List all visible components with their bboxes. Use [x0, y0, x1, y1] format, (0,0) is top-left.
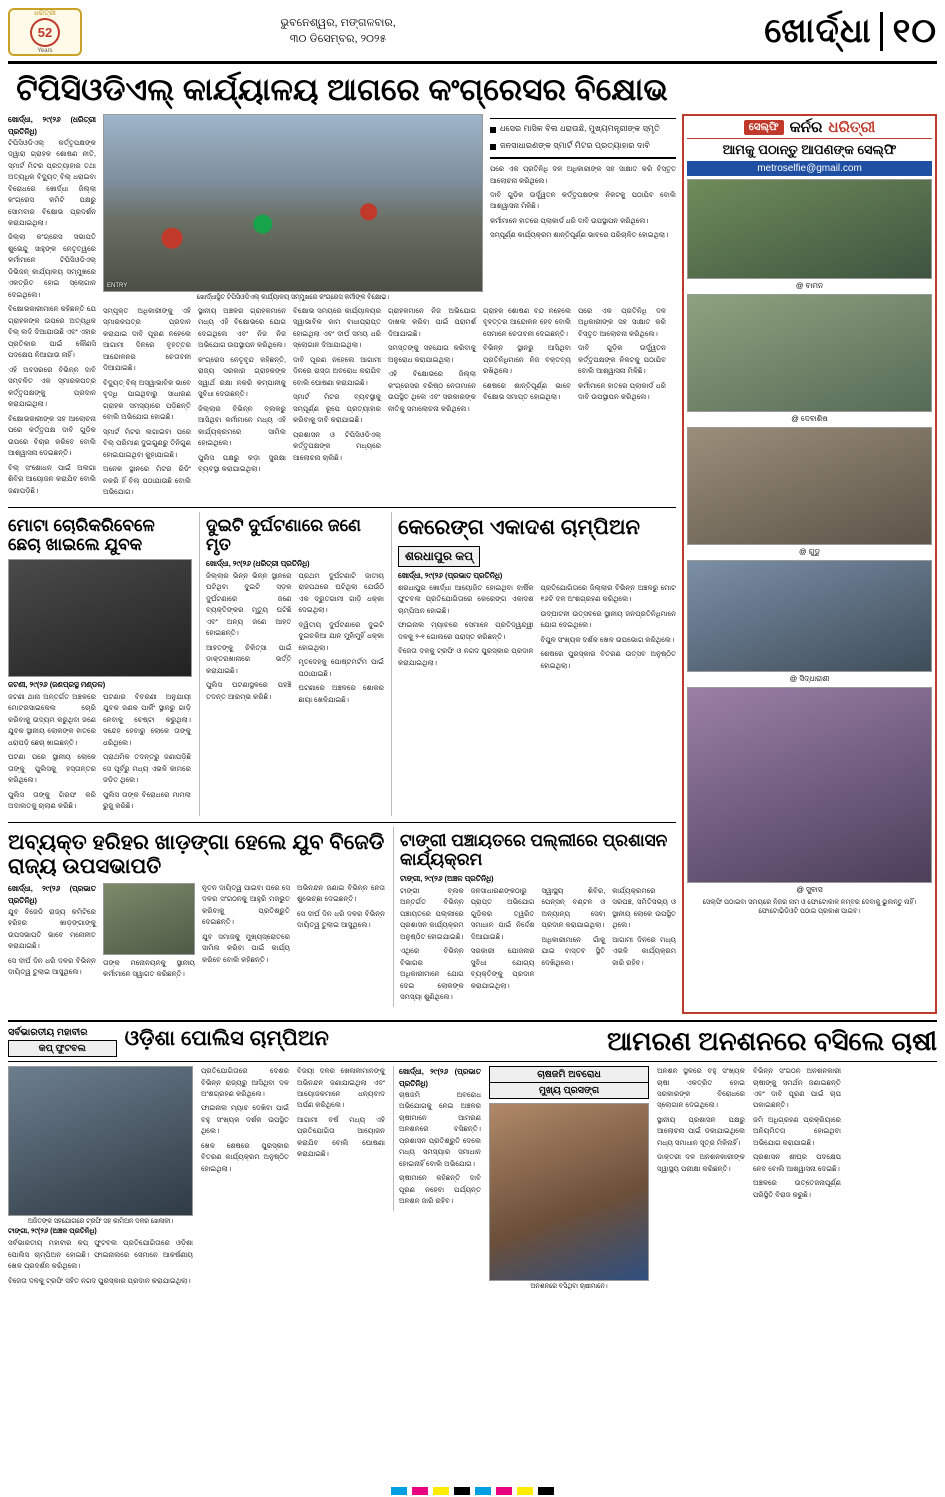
paragraph: ସମସ୍ତଙ୍କୁ ସହଯୋଗ କରିବାକୁ ଅନୁରୋଧ କରାଯାଇଥିଲା। [388, 344, 476, 364]
lead-placeline: ଖୋର୍ଦ୍ଧା, ୨୯(୨୬ (ଧରିତ୍ରୀ ପ୍ରତିନିଧି) [8, 114, 96, 136]
story-bike-theft [8, 512, 192, 816]
paragraph: ଶରଧାପୁର ଖୋର୍ଦ୍ଧା ଆୟୋଜିତ ହୋଇଥିବା ବାର୍ଷିକ ଫୁଟବଲ ପ୍ରତିଯୋଗିତାରେ କେରେଙ୍ଗ ଏକାଦଶ ଚାମ୍ପିଅନ ହୋଇଛି। [398, 583, 534, 615]
paragraph: ପୁଲିସ ଘଟଣାସ୍ଥଳରେ ପହଞ୍ଚି ତଦନ୍ତ ଆରମ୍ଭ କରିଛି। [206, 681, 292, 701]
fast-column-2 [657, 1066, 745, 1178]
paragraph: ପୁଲିସ ପକ୍ଷରୁ କଡ଼ା ସୁରକ୍ଷା ବ୍ୟବସ୍ଥା କରାଯାଇଥିଲା। [198, 453, 286, 474]
paragraph: ସେ ଦୀର୍ଘ ଦିନ ଧରି ଦଳର ବିଭିନ୍ନ ଦାୟିତ୍ୱ ତୁଲାଇ ଆସୁଥିଲେ। [297, 909, 385, 930]
fast-headline: ଆମରଣ ଅନଶନରେ ବସିଲେ ଚାଷୀ [607, 1025, 937, 1056]
paragraph: ପୁଲିସ ତାଙ୍କୁ ଗିରଫ କରି ଅଦାଲତକୁ ଚାଲାଣ କରିଛି। [8, 790, 96, 811]
paragraph: ପ୍ରଶାସନ ଓ ଟିପିସିଓଡିଏଲ୍ କର୍ତ୍ତୃପକ୍ଷଙ୍କ ମଧ୍ୟରେ ଆଲୋଚନା ଚାଲିଛି। [293, 430, 381, 462]
football-headline: ଓଡ଼ିଶା ପୋଲିସ ଚାମ୍ପିଅନ [124, 1026, 329, 1050]
lead-photo-caption: ଖୋର୍ଦ୍ଧାସ୍ଥିତ ଟିପିସିଓଡିଏଲ୍ କାର୍ଯ୍ୟାଳୟ ସମ୍ମୁଖରେ କଂଗ୍ରେସ କର୍ମୀଙ୍କ ବିକ୍ଷୋଭ। [196, 293, 390, 301]
story-bjd-headline: ଅବ୍ୟକ୍ତ ହରିହର ଖାଡ଼ଙ୍ଗା ହେଲେ ଯୁବ ବିଜେଡି ରାଜ୍ୟ ଉପସଭାପତି [8, 830, 385, 878]
selfie-photo [687, 427, 932, 545]
paragraph: ଦ୍ୱିତୀୟ ଦୁର୍ଘଟଣାରେ ଦୁଇଟି ଦୁଇଚକିଆ ଯାନ ମୁହାଁମୁହିଁ ଧକ୍କା ହୋଇଥିଲା। [298, 620, 384, 652]
paragraph: ଏହି ବିକ୍ଷୋଭରେ ଜିଲ୍ଲା କଂଗ୍ରେସର ବରିଷ୍ଠ ନେତାମାନେ ଉପସ୍ଥିତ ଥିଲେ ଏବଂ ସରକାରଙ୍କ ନୀତିକୁ ସମାଲୋଚନା କରିଥିଲେ। [388, 370, 476, 413]
paragraph: ସମ୍ପୃକ୍ତ ଅଧିକାରୀଙ୍କୁ ଏହି ସ୍ମାରକପତ୍ର ପ୍ରଦାନ କରାଯାଇ ଦାବି ପୂରଣ ନହେଲେ ଆଗାମୀ ଦିନରେ ବୃହତ୍ତର ଆନ୍ଦୋଳନର ଚେତାବନୀ ଦିଆଯାଇଛି। [103, 306, 191, 373]
paragraph: ଶେଷରେ ପୁରସ୍କାର ବିତରଣ ଉତ୍ସବ ଅନୁଷ୍ଠିତ ହୋଇଥିଲା। [540, 650, 676, 670]
paragraph: କଂଗ୍ରେସ ନେତୃବୃନ୍ଦ କହିଛନ୍ତି, ରାଜ୍ୟ ସରକାର ଗ୍ରାହକଙ୍କ ସ୍ୱାର୍ଥ ରକ୍ଷା ନକରି କମ୍ପାନୀକୁ ସୁବିଧା ଦେଉଛନ୍ତି। [198, 355, 286, 399]
paragraph: ଆହତଙ୍କୁ ଚିକିତ୍ସା ପାଇଁ ଡାକ୍ତରଖାନାରେ ଭର୍ତ୍ତି କରାଯାଇଛି। [206, 643, 292, 675]
paragraph: ବିଜେତା ଦଳକୁ ଟ୍ରଫି ସହିତ ନଗଦ ପୁରସ୍କାର ପ୍ରଦାନ କରାଯାଇଥିଲା। [8, 1276, 191, 1285]
football-headline-wrap [125, 1027, 372, 1050]
lead-bullet-box [490, 114, 676, 302]
lead-photo [103, 114, 483, 292]
ad-email[interactable]: metroselfie@gmail.com [687, 161, 932, 176]
paragraph: ଜିଲ୍ଲାର ଭିନ୍ନ ଭିନ୍ନ ସ୍ଥାନରେ ଘଟିଥିବା ଦୁଇଟି ସଡ଼କ ଦୁର୍ଘଟଣାରେ ଜଣେ ବ୍ୟକ୍ତିଙ୍କର ମୃତ୍ୟୁ ଘଟିଛି ଏବଂ ଅନ୍ୟ ଜଣେ ଆହତ ହୋଇଛନ୍ତି। [206, 571, 292, 638]
selfie-logo: ସେଲ୍‌ଫି [744, 120, 784, 135]
paragraph: ବିଲ୍ ସଂଶୋଧନ ପାଇଁ ଅଲଗା ଶିବିର ଆୟୋଜନ କରାଯିବ ବୋଲି ଜଣାପଡ଼ିଛି। [8, 463, 96, 495]
paragraph: ବିଜେତା ଦଳକୁ ଟ୍ରଫି ଓ ନଗଦ ପୁରସ୍କାର ପ୍ରଦାନ କରାଯାଇଥିଲା। [398, 647, 534, 667]
lead-column-6 [483, 306, 571, 502]
story-bjd-portrait [103, 883, 195, 955]
paragraph: ଘଟଣାରେ ଅଞ୍ଚଳରେ ଶୋକର ଛାୟା ଖେଳିଯାଇଛି। [298, 684, 384, 704]
selfie-caption: @ ଗୁଡୁ [798, 546, 820, 556]
football-column-3 [297, 1066, 385, 1164]
masthead [8, 6, 937, 64]
fast-photo-block [489, 1066, 649, 1291]
paragraph: ପ୍ରତିଯୋଗିତାରେ ଦେଶର ବିଭିନ୍ନ ରାଜ୍ୟରୁ ଆସିଥିବା ଦଳ ଅଂଶଗ୍ରହଣ କରିଥିଲେ। [201, 1067, 289, 1098]
selfie-photo [687, 560, 932, 672]
lead-story [8, 114, 676, 502]
story-sports-kicker: ଶରଧାପୁର କପ୍ [398, 546, 480, 567]
photo-watermark: ENTRY [107, 282, 128, 289]
paragraph: ସର୍ବଭାରତୀୟ ମହାବୀର କପ୍ ଫୁଟବଲ ପ୍ରତିଯୋଗିତାରେ ଓଡ଼ିଶା ପୋଲିସ ଚାମ୍ପିଅନ ହୋଇଛି। ଫାଇନାଲରେ ସେମାନେ ଆକର୍ଷଣୀୟ ଖେଳ ପ୍ରଦର୍ଶନ କରିଥିଲେ। [8, 1239, 193, 1271]
paragraph: ବିଭିନ୍ନ ସଂଗଠନ ଅନଶନକାରୀ ଚାଷୀଙ୍କୁ ସମର୍ଥନ ଜଣାଇଛନ୍ତି ଏବଂ ଦାବି ପୂରଣ ପାଇଁ ଚାପ ପକାଇଛନ୍ତି। [753, 1067, 841, 1110]
paragraph: ପ୍ରଥମ ଦୁର୍ଘଟଣାଟି ଜାତୀୟ ରାଜପଥରେ ଘଟିଥିଲା ଯେଉଁଠି ଏକ ଦ୍ରୁତଗାମୀ ଗାଡ଼ି ଧକ୍କା ଦେଇଥିଲା। [298, 571, 384, 615]
selfie-caption: @ ସିଦ୍ଧାରାଶୀ [789, 673, 830, 683]
logo-title: ଧରିତ୍ରୀ [34, 9, 56, 17]
paragraph: ଫାଇନାଲ ମ୍ୟାଚ ଦେଖିବା ପାଇଁ ବହୁ ସଂଖ୍ୟକ ଦର୍ଶକ ଉପସ୍ଥିତ ଥିଲେ। [201, 1104, 289, 1136]
selfie-caption: @ ସୁବାସ [796, 884, 823, 894]
paragraph: କାର୍ଯ୍ୟକ୍ରମରେ ସରପଞ୍ଚ, ସମିତିସଭ୍ୟ ଓ ସ୍ଥାନୀୟ ଲୋକେ ଉପସ୍ଥିତ ଥିଲେ। [612, 886, 676, 930]
paragraph: ବିକ୍ଷୋଭକାରୀମାନେ କହିଛନ୍ତି ଯେ ଗ୍ରାହକଙ୍କ ଉପରେ ଅତ୍ୟଧିକ ବିଲ୍ ଲଦି ଦିଆଯାଉଛି ଏବଂ ଏହାର ପ୍ରତିକାର ପାଇଁ କୌଣସି ପଦକ୍ଷେପ ନିଆଯାଉ ନାହିଁ। [8, 305, 96, 360]
selfie-photo [687, 687, 932, 883]
paragraph: ବିକ୍ଷୋଭକାରୀଙ୍କ ସହ ଆଲୋଚନା ପରେ କର୍ତ୍ତୃପକ୍ଷ ଦାବି ଗୁଡ଼ିକ ଉପରେ ବିଚାର କରିବେ ବୋଲି ଆଶ୍ୱାସନା ଦେଇଛନ୍ତି। [8, 414, 96, 458]
paragraph: ଦାବି ଗୁଡ଼ିକ ଊର୍ଦ୍ଧ୍ୱତନ କର୍ତ୍ତୃପକ୍ଷଙ୍କ ନିକଟକୁ ପଠାଯିବ ବୋଲି ଆଶ୍ୱାସନା ମିଳିଛି। [578, 344, 666, 376]
bullet-square-icon [490, 127, 496, 133]
lead-photo-and-text [103, 114, 676, 502]
ad-word-corner: କର୍ନର [789, 118, 823, 136]
paragraph: ଏଥିରେ ବିଭିନ୍ନ ବିଭାଗର ଅଧିକାରୀମାନେ ଯୋଗ ଦେଇ ଲୋକଙ୍କ ସମସ୍ୟା ଶୁଣିଥିଲେ। [400, 947, 464, 1002]
paragraph: ବିଦ୍ୟୁତ୍ ବିଲ୍ ଅସ୍ୱାଭାବିକ ଭାବେ ବୃଦ୍ଧି ପାଇଥିବାରୁ ସାଧାରଣ ଗ୍ରାହକ ସମସ୍ୟାରେ ପଡ଼ିଛନ୍ତି ବୋଲି ଅଭିଯୋଗ ହୋଇଛି। [103, 378, 191, 422]
paragraph: ସ୍ଥାନୀୟ ପ୍ରଶାସନ ପକ୍ଷରୁ ଆଲୋଚନା ପାଇଁ ଡକାଯାଇଥିଲେ ମଧ୍ୟ ସମାଧାନ ସୂତ୍ର ମିଳିନାହିଁ। [657, 1115, 745, 1147]
story-panchayat [393, 827, 676, 1007]
page-number: ୧୦ [880, 12, 937, 51]
paragraph: ଗ୍ରାହକ ଶୋଷଣ ବନ୍ଦ ନହେଲେ ବୃହତ୍ତର ଆନ୍ଦୋଳନ ହେବ ବୋଲି ସେମାନେ ଚେତାବନୀ ଦେଇଛନ୍ତି। [483, 306, 571, 338]
selfie-caption: @ ବାମନ [795, 280, 824, 290]
lead-headline: ଟିପିସିଓଡିଏଲ୍ କାର୍ଯ୍ୟାଳୟ ଆଗରେ କଂଗ୍ରେସର ବିକ୍ଷୋଭ [16, 72, 668, 107]
paragraph: ଜନସାଧାରଣଙ୍କଠାରୁ ପ୍ରାପ୍ତ ଅଭିଯୋଗ ଗୁଡ଼ିକର ତ୍ୱରିତ ସମାଧାନ ପାଇଁ ନିର୍ଦ୍ଦେଶ ଦିଆଯାଇଛି। [470, 886, 535, 941]
dateline-place: ଭୁବନେଶ୍ୱର, ମଙ୍ଗଳବାର, [280, 16, 396, 29]
story-sports-placeline: ଖୋର୍ଦ୍ଧା, ୨୯(୨୬ (ପ୍ରଭାତ ପ୍ରତିନିଧି) [398, 570, 503, 580]
paragraph: ସ୍ମାର୍ଟ ମିଟର ବ୍ୟବସ୍ଥାକୁ ସମ୍ପୂର୍ଣ୍ଣ ରୂପେ ପ୍ରତ୍ୟାହାର କରିବାକୁ ଦାବି କରାଯାଇଛି। [293, 393, 381, 425]
paragraph: ନୂତନ ଦାୟିତ୍ୱ ପାଇବା ପରେ ସେ ଦଳର ସଂଗଠନକୁ ଆହୁରି ମଜଭୁତ କରିବାକୁ ପ୍ରତିଶ୍ରୁତି ଦେଇଛନ୍ତି। [202, 883, 290, 927]
story-accident-placeline: ଖୋର୍ଦ୍ଧା, ୨୯(୨୬ (ଧରିତ୍ରୀ ପ୍ରତିନିଧି) [206, 558, 310, 568]
third-tier [8, 827, 676, 1007]
paragraph: ଅଞ୍ଚଳରେ ଉତ୍ତେଜନାପୂର୍ଣ୍ଣ ପରିସ୍ଥିତି ବିରାଜ କରୁଛି। [753, 1179, 841, 1199]
second-tier [8, 512, 676, 816]
selfie-corner-ad [682, 114, 937, 1014]
paragraph: ସ୍ୱାସ୍ଥ୍ୟ ଶିବିର, ପେନ୍‌ସନ୍ ବଣ୍ଟନ ଓ ଅନ୍ୟାନ୍ୟ ସେବା ପ୍ରଦାନ କରାଯାଇଥିଲା। [541, 886, 606, 930]
paragraph: ଯୁବ ବିଜେଡି ରାଜ୍ୟ କମିଟିରେ ହରିହର ଖାଡ଼ଙ୍ଗାଙ୍କୁ ଉପସଭାପତି ଭାବେ ମନୋନୀତ କରାଯାଇଛି। [8, 907, 96, 951]
football-photo-block [8, 1066, 193, 1290]
paragraph: ଜିଲ୍ଲାର ବିଭିନ୍ନ ବ୍ଲକରୁ ଆସିଥିବା କର୍ମୀମାନେ ମଧ୍ୟ ଏହି କାର୍ଯ୍ୟକ୍ରମରେ ସାମିଲ ହୋଇଥିଲେ। [198, 404, 286, 448]
paragraph: ପରେ ଏକ ପ୍ରତିନିଧି ଦଳ ଅଧିକାରୀଙ୍କ ସହ ସାକ୍ଷାତ କରି ବିସ୍ତୃତ ଆଲୋଚନା କରିଥିଲେ। [578, 306, 666, 338]
story-accident-headline: ଦୁଇଟି ଦୁର୍ଘଟଣାରେ ଜଣେ ମୃତ [206, 515, 361, 555]
lead-column-2 [103, 306, 191, 502]
fast-headline-wrap [379, 1027, 937, 1056]
paragraph: ଶେଷରେ ଶାନ୍ତିପୂର୍ଣ୍ଣ ଭାବେ ବିକ୍ଷୋଭ ସମାପ୍ତ ହୋଇଥିଲା। [483, 381, 571, 402]
paragraph: ପ୍ରତିଯୋଗିତାରେ ଜିଲ୍ଲାର ବିଭିନ୍ନ ଅଞ୍ଚଳରୁ ମୋଟ ୧୬ଟି ଦଳ ଅଂଶଗ୍ରହଣ କରିଥିଲେ। [540, 583, 676, 604]
paragraph: ଉଦ୍‌ଘାଟନୀ ଉତ୍ସବରେ ସ୍ଥାନୀୟ ଜନପ୍ରତିନିଧିମାନେ ଯୋଗ ଦେଇଥିଲେ। [540, 609, 676, 630]
paragraph: ସେ ଦୀର୍ଘ ଦିନ ଧରି ଦଳର ବିଭିନ୍ନ ଦାୟିତ୍ୱ ତୁଲାଇ ଆସୁଥିଲେ। [8, 956, 96, 977]
paragraph: ତାଙ୍କ ମନୋନୟନକୁ ସ୍ଥାନୀୟ କର୍ମୀମାନେ ସ୍ୱାଗତ କରିଛନ୍ତି। [103, 958, 195, 979]
paragraph: ଅନେକ ସ୍ଥାନରେ ମିଟର ରିଡିଂ ନକରି ହିଁ ବିଲ୍ ପଠାଯାଉଛି ବୋଲି ଅଭିଯୋଗ। [103, 465, 191, 497]
publication-logo [8, 8, 82, 56]
paragraph: ମୃତଦେହକୁ ପୋଷ୍ଟମର୍ଟମ ପାଇଁ ପଠାଯାଇଛି। [298, 658, 384, 678]
paragraph: ଯୁବ ସମାଜକୁ ମୁଖ୍ୟସ୍ରୋତରେ ସାମିଲ କରିବା ପାଇଁ କାର୍ଯ୍ୟ କରିବେ ବୋଲି କହିଛନ୍ତି। [202, 932, 290, 964]
football-column-2 [201, 1066, 289, 1178]
paragraph: କର୍ମୀମାନେ ହାତରେ ପ୍ଲାକାର୍ଡ ଧରି ଦାବି ଉପସ୍ଥାପନ କରିଥିଲେ। [490, 217, 649, 225]
paragraph: ପୁଲିସ ତାଙ୍କ ବିରୋଧରେ ମାମଲା ରୁଜୁ କରିଛି। [103, 790, 191, 811]
fast-kicker-line1: ଚାଷଜମି ଅବରୋଧ [489, 1066, 649, 1083]
paragraph: ଟିପିସିଓଡିଏଲ୍ କର୍ତ୍ତୃପକ୍ଷଙ୍କ ଦ୍ୱାରା ଗ୍ରାହକ ଶୋଷଣ ନୀତି, ସ୍ମାର୍ଟ ମିଟର ପ୍ରତ୍ୟାହାର ତଥା ଅତ୍ୟଧିକ ବିଦ୍ୟୁତ୍ ବିଲ୍ ଧରାଇବା ବିରୋଧରେ ଖୋର୍ଦ୍ଧା ଜିଲ୍ଲା କଂଗ୍ରେସ କମିଟି ପକ୍ଷରୁ ସୋମବାର ବିକ୍ଷୋଭ ପ୍ରଦର୍ଶନ କରାଯାଇଥିଲା। [8, 138, 96, 227]
paragraph: ସମ୍ପୂର୍ଣ୍ଣ କାର୍ଯ୍ୟକ୍ରମ ଶାନ୍ତିପୂର୍ଣ୍ଣ ଭାବରେ ପରିଚାଳିତ ହୋଇଥିଲା। [490, 231, 669, 239]
fast-photo [489, 1103, 649, 1281]
lead-column-5 [388, 306, 476, 502]
registration-color-bar [0, 1487, 945, 1495]
paragraph: ବିଭିନ୍ନ ସ୍ଥାନରୁ ଆସିଥିବା ପ୍ରତିନିଧିମାନେ ନିଜ ବକ୍ତବ୍ୟ ରଖିଥିଲେ। [483, 344, 571, 376]
football-kicker-line2: କପ୍ ଫୁଟବଲ [8, 1040, 117, 1057]
paragraph: ବିକ୍ଷୋଭ ସମୟରେ କାର୍ଯ୍ୟାଳୟର ସ୍ୱାଭାବିକ କାମ ବାଧାପ୍ରାପ୍ତ ହୋଇଥିଲା ଏବଂ ଦୀର୍ଘ ସମୟ ଧରି ସ୍ଲୋଗାନ ଦିଆଯାଇଥିଲା। [293, 306, 381, 350]
paragraph: ଅଧିକାରୀମାନେ ଗାଁକୁ ଯାଇ ବାସ୍ତବ ସ୍ଥିତି ଦେଖିଥିଲେ। [541, 935, 606, 967]
bullet-text: ଧସେର ମାସିକ ବିଲ ଧରାଉଛି, ମୁଖ୍ୟମନ୍ତ୍ରୀଙ୍କ ସ୍ମୃତି [500, 123, 660, 133]
paragraph: ସ୍ଥାନୀୟ ଅଞ୍ଚଳର ଗ୍ରାହକମାନେ ମଧ୍ୟ ଏହି ବିକ୍ଷୋଭରେ ଯୋଗ ଦେଇଥିଲେ ଏବଂ ନିଜ ନିଜ ଅଭିଯୋଗ ଉପସ୍ଥାପନ କରିଥିଲେ। [198, 306, 286, 350]
paragraph: ଜମି ଅଧିଗ୍ରହଣ ପ୍ରକ୍ରିୟାରେ ଅନିୟମିତତା ହୋଇଥିବା ଅଭିଯୋଗ କରାଯାଇଛି। [753, 1115, 841, 1147]
section-header [764, 12, 937, 51]
ad-header [687, 119, 932, 139]
selfie-instructions: ସେଲ୍‌ଫି ପଠାଇବା ସମୟରେ ନିଜର ନାମ ଓ ଫୋଟୋକାଳ ନମ୍ବର ଦେବାକୁ ଭୁଲନ୍ତୁ ନାହିଁ। ଫୋଟୋଭିଡିଓଟି ପଠାଇ ପ୍ରକାଶ ପାଇବ। [702, 898, 917, 916]
paragraph: ଡାକ୍ତରୀ ଦଳ ଅନଶନକାରୀଙ୍କ ସ୍ୱାସ୍ଥ୍ୟ ପରୀକ୍ଷା କରିଛନ୍ତି। [657, 1153, 745, 1173]
story-bjd [8, 827, 386, 1007]
paragraph: ପରେ ଏକ ପ୍ରତିନିଧି ଦଳ ଅଧିକାରୀଙ୍କ ସହ ସାକ୍ଷାତ କରି ବିସ୍ତୃତ ଆଲୋଚନା କରିଥିଲେ। [490, 166, 676, 185]
paragraph: ସ୍ମାର୍ଟ ମିଟର ଲଗାଇବା ପରେ ବିଲ୍ ପରିମାଣ ଦୁଇଗୁଣରୁ ତିନିଗୁଣ ହୋଇଯାଇଥିବା କୁହାଯାଇଛି। [103, 427, 191, 459]
logo-anniversary-number: 52 [30, 18, 60, 47]
fast-photo-caption: ଅନଶନରେ ବସିଥିବା ଚାଷୀମାନେ। [530, 1283, 608, 1291]
fast-placeline: ଖୋର୍ଦ୍ଧା, ୨୯(୨୬ (ପ୍ରଭାତ ପ୍ରତିନିଧି) [399, 1067, 481, 1089]
paragraph: ପ୍ରାଥମିକ ତଦନ୍ତରୁ ଜଣାପଡ଼ିଛି ସେ ପୂର୍ବରୁ ମଧ୍ୟ ଏଭଳି କାମରେ ଜଡ଼ିତ ଥିଲେ। [103, 753, 191, 785]
story-bike-photo [8, 559, 192, 677]
fast-column-3 [753, 1066, 841, 1204]
paragraph: ବିପୁଳ ସଂଖ୍ୟକ ଦର୍ଶକ ଖେଳ ଉପଭୋଗ କରିଥିଲେ। [540, 635, 675, 644]
story-bjd-placeline: ଖୋର୍ଦ୍ଧା, ୨୯(୨୬ (ପ୍ରଭାତ ପ୍ରତିନିଧି) [8, 883, 96, 905]
bottom-band [8, 1020, 937, 1292]
dateline [92, 16, 764, 48]
paragraph: ଆଗାମୀ ବର୍ଷ ମଧ୍ୟ ଏହି ପ୍ରତିଯୋଗିତା ଆୟୋଜନ କରାଯିବ ବୋଲି ଘୋଷଣା କରାଯାଇଛି। [297, 1115, 385, 1159]
football-kicker [8, 1027, 117, 1057]
paragraph: ଚାଷଜମି ଅବରୋଧ ଅଭିଯୋଗକୁ ନେଇ ଅଞ୍ଚଳର ଚାଷୀମାନେ ଆମରଣ ଅନଶନରେ ବସିଛନ୍ତି। ପ୍ରଶାସନ ପ୍ରତିଶ୍ରୁତି ଦେଲେ ମଧ୍ୟ ସମସ୍ୟାର ସମାଧାନ ହୋଇନାହିଁ ବୋଲି ଅଭିଯୋଗ। [399, 1091, 481, 1168]
story-panchayat-headline: ଟାଙ୍ଗୀ ପଞ୍ଚାୟତରେ ପଲ୍ଲୀରେ ପ୍ରଶାସନ କାର୍ଯ୍ୟକ୍ରମ [400, 830, 668, 870]
paragraph: ଗ୍ରାହକମାନେ ନିଜ ଅଭିଯୋଗ ଦାଖଲ କରିବା ପାଇଁ ପରାମର୍ଶ ଦିଆଯାଇଛି। [388, 306, 476, 338]
bullet-text: ଜନସାଧାରଣଙ୍କ ସ୍ମାର୍ଟ ମିଟର ପ୍ରତ୍ୟାହାର ଦାବି [500, 140, 650, 150]
selfie-caption: @ ଦେବାଶିଷ [791, 413, 828, 423]
football-placeline: ଟାଙ୍ଗୀ, ୨୯(୨୬ (ଅଞ୍ଚଳ ପ୍ରତିନିଧି) [8, 1228, 97, 1236]
ad-word-dhariti: ଧରିତ୍ରୀ [828, 118, 876, 136]
lead-column-7 [578, 306, 666, 502]
lead-column-4 [293, 306, 381, 502]
bullet-square-icon [490, 144, 496, 150]
lead-column-3 [198, 306, 286, 502]
paragraph: ଦାବି ପୂରଣ ନହେଲେ ଆଗାମୀ ଦିନରେ ରାସ୍ତା ଅବରୋଧ କରାଯିବ ବୋଲି ଘୋଷଣା କରାଯାଇଛି। [293, 355, 381, 387]
paragraph: ଅଭିନନ୍ଦନ ଜଣାଇ ବିଭିନ୍ନ ନେତା ଶୁଭେଚ୍ଛା ଦେଇଛନ୍ତି। [297, 883, 385, 904]
dateline-date: ୩୦ ଡିସେମ୍ବର, ୨୦୨୫ [289, 32, 387, 45]
story-bike-headline: ମୋଟା ଚୋରିକରିବେଳେ ଛେଚା ଖାଇଲେ ଯୁବକ [8, 515, 155, 555]
paragraph: ଅନଶନ ସ୍ଥଳରେ ବହୁ ସଂଖ୍ୟକ ଚାଷୀ ଏକତ୍ରିତ ହୋଇ ସରକାରଙ୍କ ବିରୋଧରେ ସ୍ଲୋଗାନ ଦେଇଥିଲେ। [657, 1067, 745, 1110]
paragraph: ଜିଲ୍ଲା କଂଗ୍ରେସ ସଭାପତି ଶୁଭେନ୍ଦୁ ସାହୁଙ୍କ ନେତୃତ୍ୱରେ କର୍ମୀମାନେ ଟିପିସିଓଡିଏଲ୍ ଡିଭିଜନ୍ କାର୍ଯ୍ୟାଳୟ ସମ୍ମୁଖରେ ଏକତ୍ରିତ ହୋଇ ସ୍ଲୋଗାନ ଦେଇଥିଲେ। [8, 233, 96, 299]
football-kicker-line1: ସର୍ବଭାରତୀୟ ମହାବୀର [8, 1026, 88, 1038]
ad-tagline: ଆମକୁ ପଠାନ୍ତୁ ଆପଣଙ୍କ ସେଲ୍‌ଫି [722, 141, 897, 157]
story-sports [391, 512, 676, 816]
paragraph: ଘଟଣା ପରେ ସ୍ଥାନୀୟ ଲୋକେ ତାଙ୍କୁ ପୁଲିସକୁ ହସ୍ତାନ୍ତର କରିଥିଲେ। [8, 753, 96, 785]
paragraph: ଖେଳ ଶେଷରେ ପୁରସ୍କାର ବିତରଣ କାର୍ଯ୍ୟକ୍ରମ ଅନୁଷ୍ଠିତ ହୋଇଥିଲା। [201, 1141, 289, 1173]
fast-column-1 [393, 1066, 481, 1211]
paragraph: ପ୍ରଶାସନ ଶୀଘ୍ର ପଦକ୍ଷେପ ନେବ ବୋଲି ଆଶ୍ୱାସନା ଦେଇଛି। [753, 1153, 841, 1173]
paragraph: ଘଟଣାର ବିବରଣୀ ଅନୁଯାୟୀ ଯୁବକ ଜଣକ ପାର୍କିଂ ସ୍ଥାନରୁ ଗାଡ଼ି ନେବାକୁ ଚେଷ୍ଟା କରୁଥିଲା। ସନ୍ଦେହ ହେବାରୁ ଲୋକେ ତାଙ୍କୁ ଧରିଥିଲେ। [103, 692, 191, 747]
selfie-photo [687, 294, 932, 412]
paragraph: ଆଗାମୀ ଦିନରେ ମଧ୍ୟ ଏଭଳି କାର୍ଯ୍ୟକ୍ରମ ଜାରି ରହିବ। [612, 935, 676, 967]
paragraph: ଚାଷୀମାନେ କହିଛନ୍ତି ଦାବି ପୂରଣ ନହେବା ପର୍ଯ୍ୟନ୍ତ ଅନଶନ ଜାରି ରହିବ। [399, 1174, 481, 1206]
paragraph: ଜଟଣୀ ଥାନା ଅନ୍ତର୍ଗତ ଅଞ୍ଚଳରେ ମୋଟରସାଇକେଲ ଚୋରି କରିବାକୁ ଉଦ୍ୟମ କରୁଥିବା ଜଣେ ଯୁବକ ସ୍ଥାନୀୟ ଲୋକଙ୍କ ହାତରେ ଧରାପଡ଼ି ଛେଚା ଖାଇଛନ୍ତି। [8, 692, 96, 747]
fast-kicker-line2: ମୁଖ୍ୟ ପ୍ରସଙ୍ଗ [489, 1083, 649, 1099]
lead-column-1 [8, 114, 96, 502]
paragraph: ବିଜୟୀ ଦଳର ଖେଳାଳୀମାନଙ୍କୁ ଅଭିନନ୍ଦନ ଜଣାଯାଇଥିଲା ଏବଂ ଆୟୋଜକମାନେ ଧନ୍ୟବାଦ ଅର୍ପଣ କରିଥିଲେ। [297, 1067, 385, 1110]
story-panchayat-placeline: ଟାଙ୍ଗୀ, ୨୯(୨୬ (ଅଞ୍ଚଳ ପ୍ରତିନିଧି) [400, 873, 494, 883]
story-sports-headline: କେରେଙ୍ଗ ଏକାଦଶ ଚାମ୍ପିଅନ [398, 515, 640, 539]
section-name: ଖୋର୍ଦ୍ଧା [764, 12, 872, 50]
paragraph: ଦାବି ଗୁଡ଼ିକ ଊର୍ଦ୍ଧ୍ୱତନ କର୍ତ୍ତୃପକ୍ଷଙ୍କ ନିକଟକୁ ପଠାଯିବ ବୋଲି ଆଶ୍ୱାସନା ମିଳିଛି। [490, 191, 676, 211]
football-photo-caption: ଅଜିତଙ୍କ ସହଯୋଗରେ ଟ୍ରଫି ସହ କାମିଅନ ଦଳର ଖେଳାଳୀ। [27, 1218, 174, 1226]
paragraph: ଏହି ଅବସରରେ ବିଭିନ୍ନ ଦାବି ସମ୍ବଳିତ ଏକ ସ୍ମାରକପତ୍ର କର୍ତ୍ତୃପକ୍ଷଙ୍କୁ ପ୍ରଦାନ କରାଯାଇଥିଲା। [8, 365, 96, 409]
logo-years-label: Years [37, 47, 53, 54]
paragraph: ଟାଙ୍ଗୀ ବ୍ଲକ ଅନ୍ତର୍ଗତ ବିଭିନ୍ନ ପଞ୍ଚାୟତରେ ପଲ୍ଲୀରେ ପ୍ରଶାସନ କାର୍ଯ୍ୟକ୍ରମ ଅନୁଷ୍ଠିତ ହୋଇଯାଇଛି। [400, 886, 464, 941]
paragraph: ସରକାରୀ ଯୋଜନାର ସୁବିଧା ଯୋଗ୍ୟ ବ୍ୟକ୍ତିଙ୍କୁ ପ୍ରଦାନ କରାଯାଇଥିଲା। [470, 947, 535, 990]
selfie-photo [687, 179, 932, 279]
paragraph: ଫାଇନାଲ ମ୍ୟାଚରେ ସେମାନେ ପ୍ରତିଦ୍ୱନ୍ଦ୍ୱୀ ଦଳକୁ ୨-୧ ଗୋଲରେ ପରାସ୍ତ କରିଛନ୍ତି। [398, 621, 534, 641]
paragraph: କର୍ମୀମାନେ ହାତରେ ପ୍ଲାକାର୍ଡ ଧରି ଦାବି ଉପସ୍ଥାପନ କରିଥିଲେ। [578, 381, 666, 402]
story-accident [199, 512, 384, 816]
football-photo [8, 1066, 193, 1216]
main-content [8, 114, 676, 1014]
story-bike-placeline: ଜଟଣୀ, ୨୯(୨୬ (ଜଣପ୍ରସ୍ଥ ମଣ୍ଡଳ) [8, 679, 106, 689]
